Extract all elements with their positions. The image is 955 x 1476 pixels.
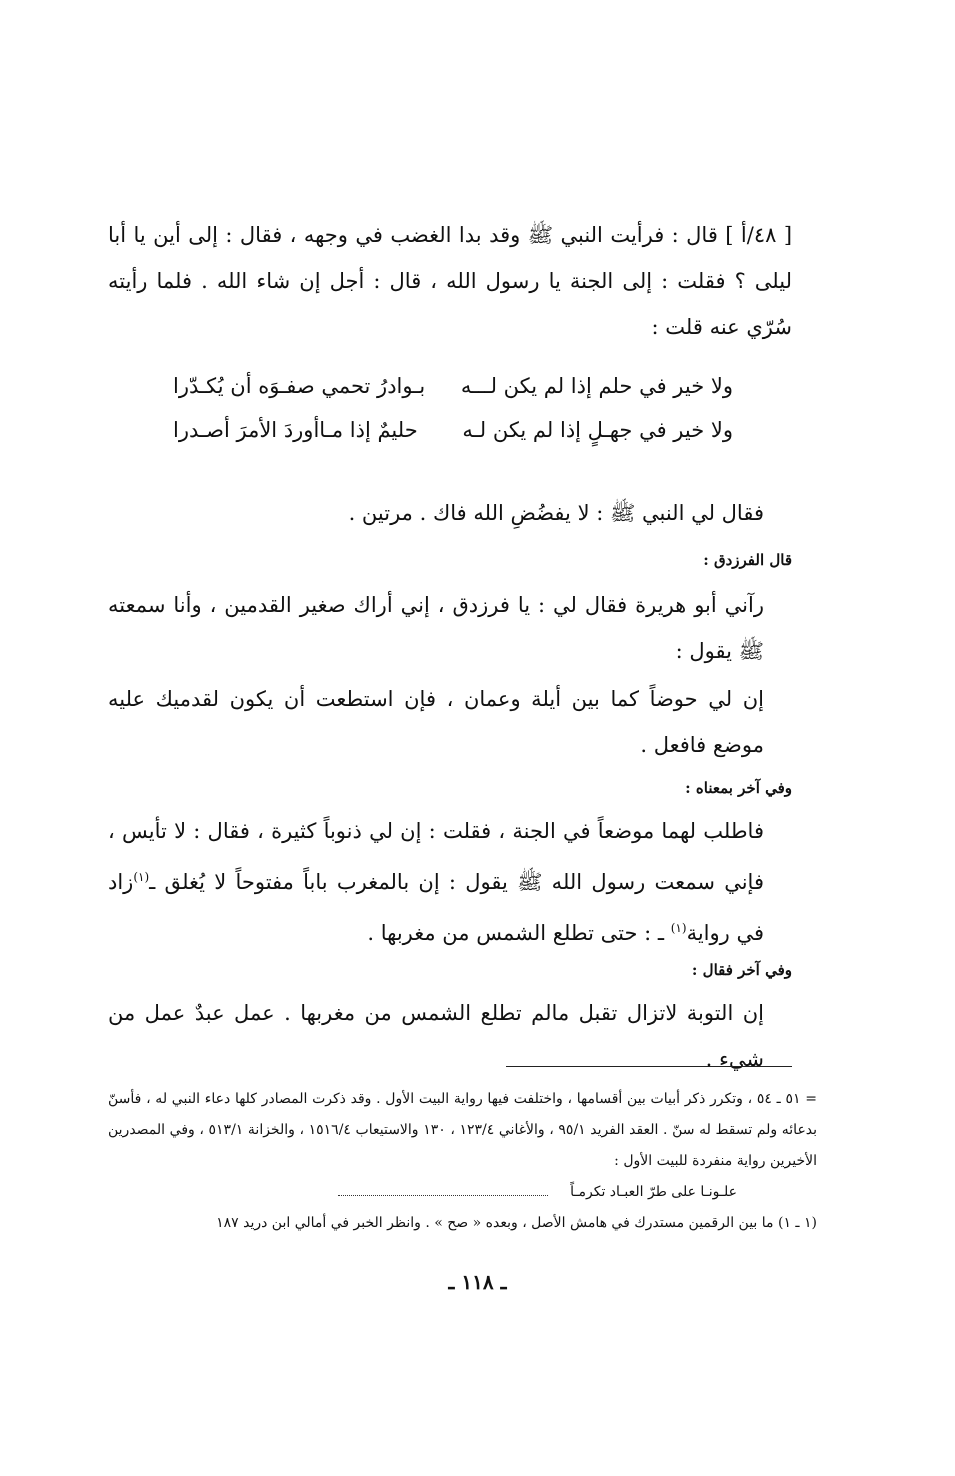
paragraph-text: إن التوبة لاتزال تقبل مالم تطلع الشمس من مغربها . عمل عبدٌ عمل من شيء . — [108, 1001, 764, 1071]
footnote-separator — [506, 1066, 792, 1067]
paragraph-text: إن لي حوضاً كما بين أيلة وعمان ، فإن استطعت أن يكون لقدميك عليه موضع فافعل . — [108, 687, 764, 757]
verse-second-hemistich: بـوادرُ تحمي صفـوَه أن يُكـدّرا — [173, 374, 426, 398]
footnote-1: (١ ـ ١) ما بين الرقمين مستدرك في هامش الأصل ، وبعده « صح » . وانظر الخبر في أمالي ابن دريد ١٨٧ — [216, 1215, 817, 1231]
footnote-verse-text: علـونـا على طرّ العبـاد تكرمـاً — [570, 1184, 737, 1200]
footnote-marker: (١) — [670, 921, 687, 935]
paragraph-text: رآني أبو هريرة فقال لي : يا فرزدق ، إني أراك صغير القدمين ، وأنا سمعته ﷺ يقول : — [108, 593, 764, 663]
paragraph-opening-text: [ ٤٨/أ ] قال : فرأيت النبي ﷺ وقد بدا الغضب في وجهه ، فقال : إلى أين يا أبا ليلى ؟ فقلت : إلى الجنة يا رسول الله ، قال : أجل إن شاء الله . فلما رأيته سُرّي عنه قلت : — [108, 223, 793, 339]
paragraph-hawd — [108, 676, 792, 768]
section-heading-another-said — [108, 958, 792, 982]
paragraph-opening — [108, 212, 792, 350]
poem-verse — [173, 364, 733, 408]
verse-first-hemistich: ولا خير في جهـلٍ إذا لم يكن لـه — [462, 418, 733, 442]
paragraph-repentance — [108, 990, 792, 1082]
poem-block — [173, 364, 733, 452]
paragraph-abu-hurayra — [108, 582, 792, 674]
paragraph-text: ـ : حتى تطلع الشمس من مغربها . — [367, 921, 671, 945]
footnote-verse — [108, 1177, 817, 1208]
paragraph-maghrib-gate — [108, 808, 792, 956]
verse-first-hemistich: ولا خير في حلم إذا لم يكن لـــه — [460, 374, 733, 398]
footnotes — [108, 1084, 817, 1239]
heading-text: وفي آخر بمعناه : — [685, 779, 792, 797]
heading-text: قال الفرزدق : — [703, 551, 792, 569]
paragraph-text: زاد في رواية — [108, 870, 764, 945]
footnote-marker: (١) — [133, 870, 150, 884]
paragraph-prophet-reply — [108, 490, 792, 536]
poem-verse — [173, 408, 733, 452]
section-heading-another-meaning — [108, 776, 792, 800]
ellipsis-dots — [338, 1177, 548, 1196]
footnote-continued: = ٥١ ـ ٥٤ ، وتكرر ذكر أبيات بين أقسامها ، واختلفت فيها رواية البيت الأول . وقد ذكرت المصادر كلها دعاء النبي له ، فأسنّ بدعائه ولم تسقط له سنّ . العقد الفريد ٩٥/١ ، والأغاني ١٢٣/٤ ، ١٣٠ والاستيعاب ١٥١٦/٤ ، والخزانة ٥١٣/١ ، وفي المصدرين الأخيرين رواية منفردة للبيت الأول : — [108, 1091, 818, 1169]
paragraph-text: فقال لي النبي ﷺ : لا يفضُضِ الله فاك . مرتين . — [348, 501, 764, 525]
heading-text: وفي آخر فقال : — [691, 961, 792, 979]
verse-second-hemistich: حليمٌ إذا مـاأوردَ الأمرَ أصـدرا — [173, 418, 418, 442]
section-heading-farazdaq — [108, 548, 792, 572]
paragraph-text: فاطلب لهما موضعاً في الجنة ، فقلت : إن لي ذنوباً كثيرة ، فقال : لا تأيس ، فإني سمعت رسول الله ﷺ يقول : إن بالمغرب باباً مفتوحاً لا يُغلق ـ — [108, 819, 764, 894]
page-number: ـ ١١٨ ـ — [448, 1270, 507, 1294]
